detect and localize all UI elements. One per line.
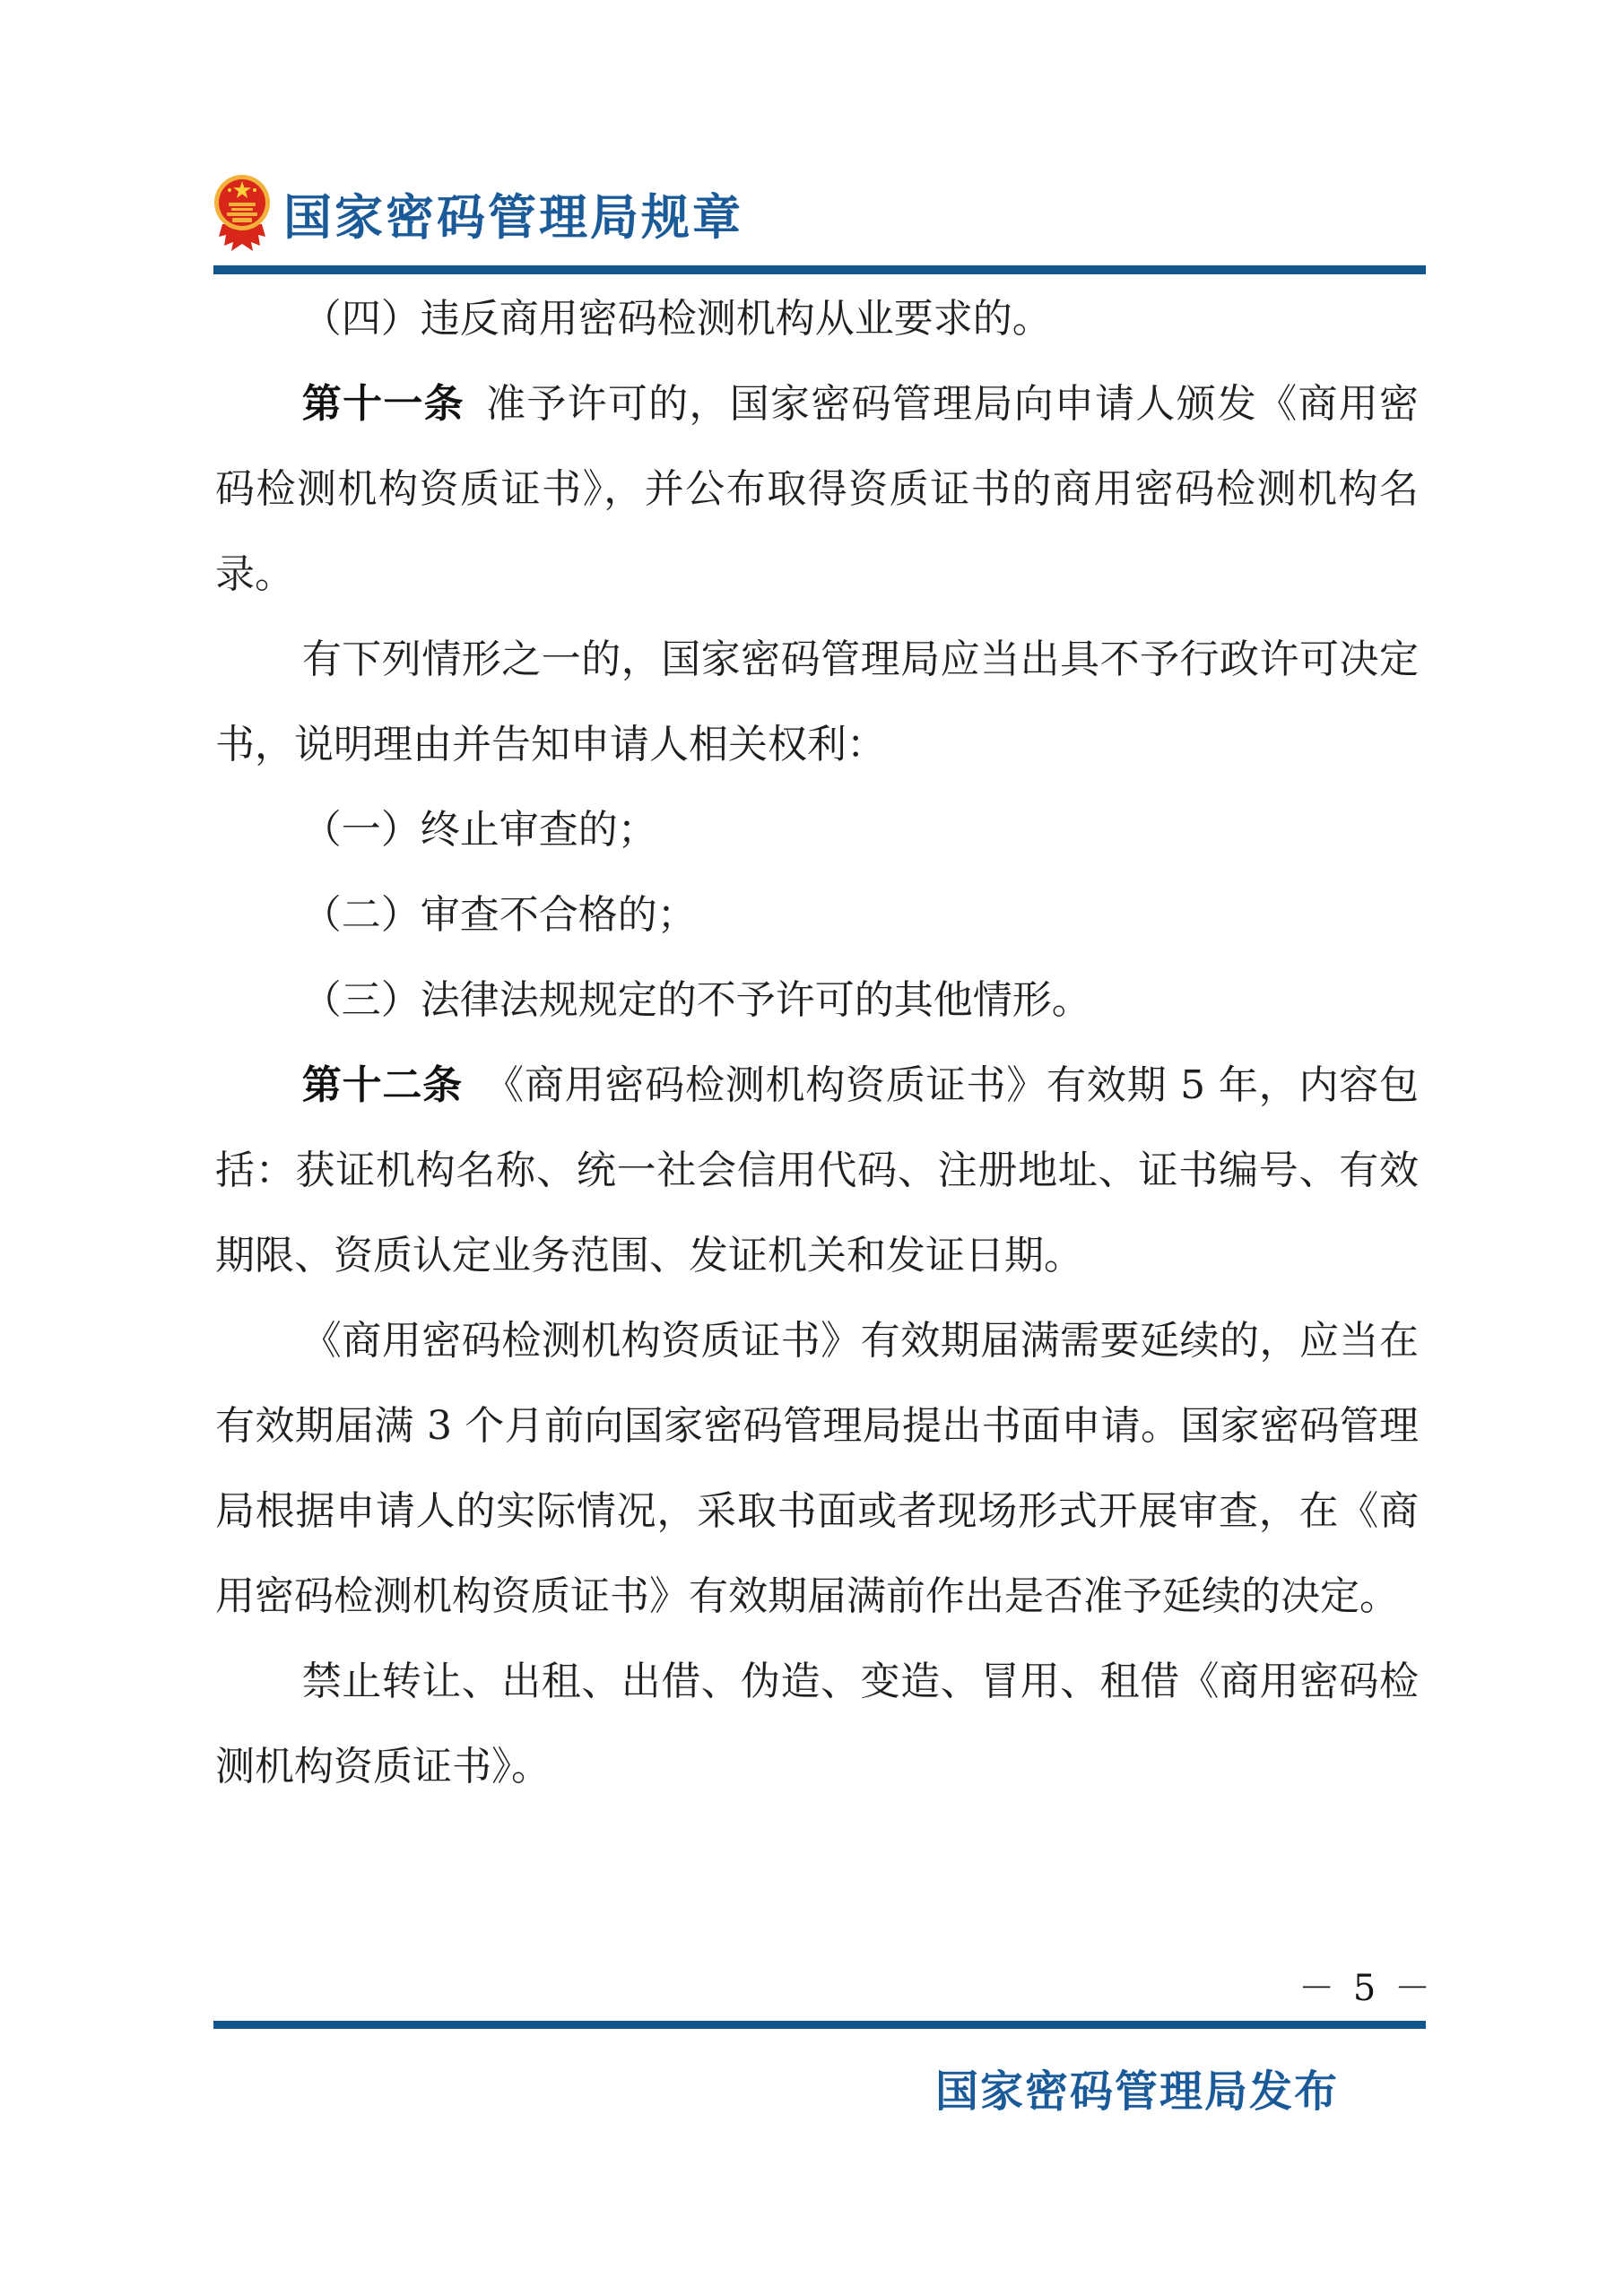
paragraph-text: （一）终止审查的； [301,807,657,853]
national-emblem-icon [213,172,271,255]
paragraph-text: 《商用密码检测机构资质证书》有效期届满需要延续的，应当在有效期届满 3 个月前向国家密码管理局提出书面申请。国家密码管理局根据申请人的实际情况，采取书面或者现场形式开展审查，在《商用密码检测机构资质证书》有效期届满前作出是否准予延续的决定。 [215,1318,1419,1619]
paragraph [215,957,1419,1043]
paragraph [215,1043,1419,1298]
paragraph [215,361,1419,617]
article-number: 第十二条 [301,1062,463,1108]
paragraph-text: 《商用密码检测机构资质证书》有效期 5 年，内容包括：获证机构名称、统一社会信用代码、注册地址、证书编号、有效期限、资质认定业务范围、发证机关和发证日期。 [215,1062,1420,1278]
page-title: 国家密码管理局规章 [283,187,743,246]
page-number: － 5 － [1298,1968,1434,2009]
document-body [215,276,1419,1809]
paragraph [215,1639,1419,1809]
paragraph-text: （二）审查不合格的； [301,892,697,938]
page-header [213,172,743,255]
paragraph [215,787,1419,872]
article-number: 第十一条 [301,381,465,427]
paragraph [215,617,1419,787]
paragraph [215,276,1419,361]
paragraph-text: 准予许可的，国家密码管理局向申请人颁发《商用密码检测机构资质证书》，并公布取得资质证书的商用密码检测机构名录。 [215,381,1420,597]
paragraph-text: 有下列情形之一的，国家密码管理局应当出具不予行政许可决定书，说明理由并告知申请人相关权利： [215,637,1419,767]
paragraph [215,872,1419,957]
paragraph-text: （三）法律法规规定的不予许可的其他情形。 [301,977,1091,1023]
footer-rule [213,2021,1426,2029]
header-rule [213,265,1426,274]
publisher-label: 国家密码管理局发布 [934,2066,1339,2117]
paragraph-text: （四）违反商用密码检测机构从业要求的。 [301,296,1052,342]
paragraph-text: 禁止转让、出租、出借、伪造、变造、冒用、租借《商用密码检测机构资质证书》。 [215,1659,1419,1789]
paragraph [215,1298,1419,1639]
